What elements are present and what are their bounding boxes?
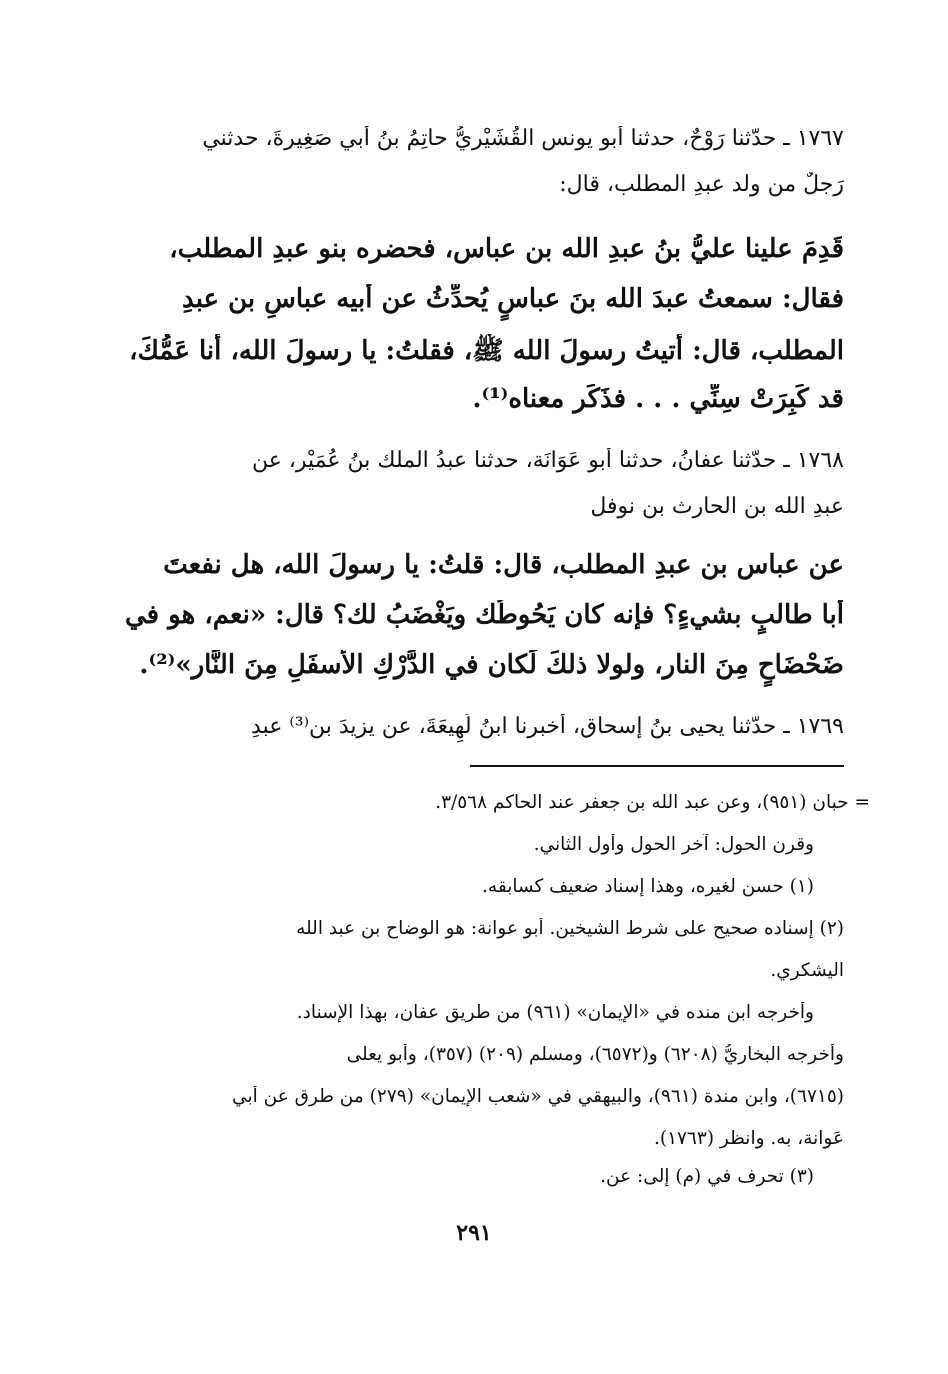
footnote-2-line-3: وأخرجه ابن منده في «الإيمان» (٩٦١) من طريق عفان، بهذا الإسناد. (296, 1002, 814, 1023)
footnote-2-line-6: عَوانة، به. وانظر (١٧٦٣). (653, 1128, 844, 1149)
footnote-2-line-2: اليشكري. (770, 960, 844, 981)
hadith-1768-isnad-line-2: عبدِ الله بن الحارث بن نوفل (590, 494, 844, 519)
hadith-1767-matn-line-2: فقال: سمعتُ عبدَ الله بنَ عباسٍ يُحدِّثُ عن أبيه عباسِ بن عبدِ (182, 284, 844, 314)
footnote-3: (٣) تحرف في (م) إلى: عن. (600, 1166, 814, 1187)
footnote-2-line-1: (٢) إسناده صحيح على شرط الشيخين. أبو عوانة: هو الوضاح بن عبد الله (296, 918, 844, 939)
hadith-1768-matn-line-3: ضَحْضَاحٍ مِنَ النار، ولولا ذلكَ لَكان في الدَّرْكِ الأسفَلِ مِنَ النَّار»⁽²⁾. (139, 650, 844, 680)
footnote-separator (470, 765, 844, 767)
hadith-1768-matn-line-1: عن عباس بن عبدِ المطلب، قال: قلتُ: يا رسولَ الله، هل نفعتَ (163, 550, 844, 580)
page-number: ٢٩١ (456, 1220, 492, 1246)
hadith-1767-matn-line-1: قَدِمَ علينا عليُّ بنُ عبدِ الله بن عباس، فحضره بنو عبدِ المطلب، (169, 234, 844, 264)
hadith-1767-isnad-line-1: ١٧٦٧ ـ حدّثنا رَوْحٌ، حدثنا أبو يونس القُشَيْريُّ حاتِمُ بنُ أبي صَغِيرةَ، حدثني (202, 126, 844, 151)
footnote-continuation-line-2: وقرن الحول: آخر الحول وأول الثاني. (533, 834, 814, 855)
hadith-1767-isnad-line-2: رَجلٌ من ولد عبدِ المطلب، قال: (559, 172, 844, 197)
hadith-1767-matn-line-4: قد كَبِرَتْ سِنِّي . . . فذَكَر معناه⁽¹⁾. (472, 384, 844, 414)
footnote-1: (١) حسن لغيره، وهذا إسناد ضعيف كسابقه. (482, 876, 814, 897)
hadith-1768-matn-line-2: أبا طالبٍ بشيءٍ؟ فإنه كان يَحُوطُك ويَغْضَبُ لك؟ قال: «نعم، هو في (125, 600, 844, 630)
footnote-2-line-5: (٦٧١٥)، وابن مندة (٩٦١)، والبيهقي في «شعب الإيمان» (٢٧٩) من طرق عن أبي (232, 1086, 844, 1107)
footnote-continuation-line-1: = حبان (٩٥١)، وعن عبد الله بن جعفر عند الحاكم ٣/٥٦٨. (435, 792, 870, 813)
footnote-2-line-4: وأخرجه البخاريُّ (٦٢٠٨) و(٦٥٧٢)، ومسلم (٢٠٩) (٣٥٧)، وأبو يعلى (346, 1044, 844, 1065)
hadith-1769-isnad-line-1: ١٧٦٩ ـ حدّثنا يحيى بنُ إسحاق، أخبرنا ابنُ لَهِيعَةَ، عن يزيدَ بن⁽³⁾ عبدِ (251, 714, 844, 739)
hadith-1767-matn-line-3: المطلب، قال: أتيتُ رسولَ الله ﷺ، فقلتُ: يا رسولَ الله، أنا عَمُّكَ، (129, 336, 844, 366)
hadith-1768-isnad-line-1: ١٧٦٨ ـ حدّثنا عفانُ، حدثنا أبو عَوَانَة، حدثنا عبدُ الملك بنُ عُمَيْر، عن (251, 448, 844, 473)
